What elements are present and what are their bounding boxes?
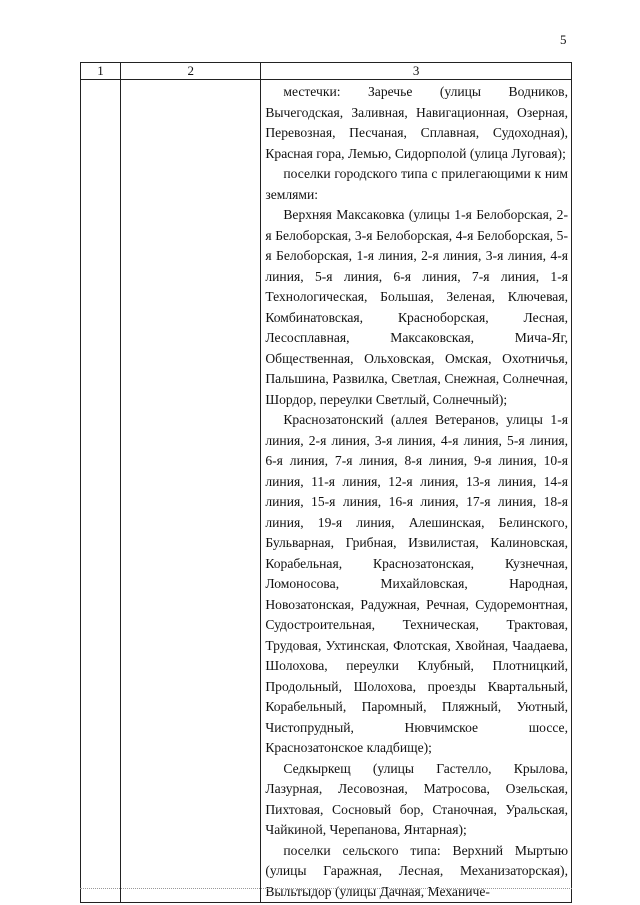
document-table xyxy=(80,62,572,903)
paragraph-krasnozatonsky: Краснозатонский (аллея Ветеранов, улицы 1-я линия, 2-я линия, 3-я линия, 4-я линия, 5-я линия, 6-я линия, 7-я линия, 8-я линия, 9-я линия, 10-я линия, 11-я линия, 12-я линия, 13-я линия, 14-я линия, 15-я линия, 16-я линия, 17-я линия, 18-я линия, 19-я линия, Алешинская, Белинского, Бульварная, Грибная, Извилистая, Калиновская, Корабельная, Краснозатонская, Кузнечная, Ломоносова, Михайловская, Народная, Новозатонская, Радужная, Речная, Судоремонтная, Судостроительная, Техническая, Трактовая, Трудовая, Ухтинская, Флотская, Хвойная, Чаадаева, Шолохова, переулки Клубный, Плотницкий, Продольный, Шолохова, проезды Квартальный, Корабельный, Паромный, Пляжный, Уютный, Чистопрудный, Нювчимское шоссе, Краснозатонское кладбище); xyxy=(265,412,568,755)
cell-column-1 xyxy=(81,80,121,903)
paragraph-poselki-selskogo-tipa: поселки сельского типа: Верхний Мыртыю (улицы Гаражная, Лесная, Механизаторская), Выльтыдор (улицы Дачная, Механиче- xyxy=(265,842,568,899)
bottom-divider xyxy=(80,888,572,889)
column-header-1: 1 xyxy=(81,63,121,80)
cell-column-2 xyxy=(121,80,261,903)
column-header-2: 2 xyxy=(121,63,261,80)
table-row xyxy=(81,80,572,903)
table-header-row xyxy=(81,63,572,80)
paragraph-mestechki: местечки: Заречье (улицы Водников, Вычегодская, Заливная, Навигационная, Озерная, Перевозная, Песчаная, Сплавная, Судоходная), Красная гора, Лемью, Сидорполой (улица Луговая); xyxy=(265,84,568,161)
cell-column-3 xyxy=(261,80,572,903)
page-number: 5 xyxy=(560,32,567,47)
paragraph-poselki-gorodskogo-tipa: поселки городского типа с прилегающими к ним землями: xyxy=(265,166,568,202)
column-header-3: 3 xyxy=(261,63,572,80)
column-3-text xyxy=(265,82,568,902)
paragraph-verkhnyaya-maksakovka: Верхняя Максаковка (улицы 1-я Белоборская, 2-я Белоборская, 3-я Белоборская, 4-я Белоборская, 5-я Белоборская, 1-я линия, 2-я линия, 3-я линия, 4-я линия, 5-я линия, 6-я линия, 7-я линия, 1-я Технологическая, Большая, Зеленая, Ключевая, Комбинатовская, Красноборская, Лесная, Лесосплавная, Максаковская, Мича-Яг, Общественная, Ольховская, Омская, Охотничья, Пальшина, Развилка, Светлая, Снежная, Солнечная, Шордор, переулки Светлый, Солнечный); xyxy=(265,207,568,407)
paragraph-sedkyrkeshch: Седкыркещ (улицы Гастелло, Крылова, Лазурная, Лесовозная, Матросова, Озельская, Пихтовая, Сосновый бор, Станочная, Уральская, Чайкиной, Черепанова, Янтарная); xyxy=(265,760,568,837)
